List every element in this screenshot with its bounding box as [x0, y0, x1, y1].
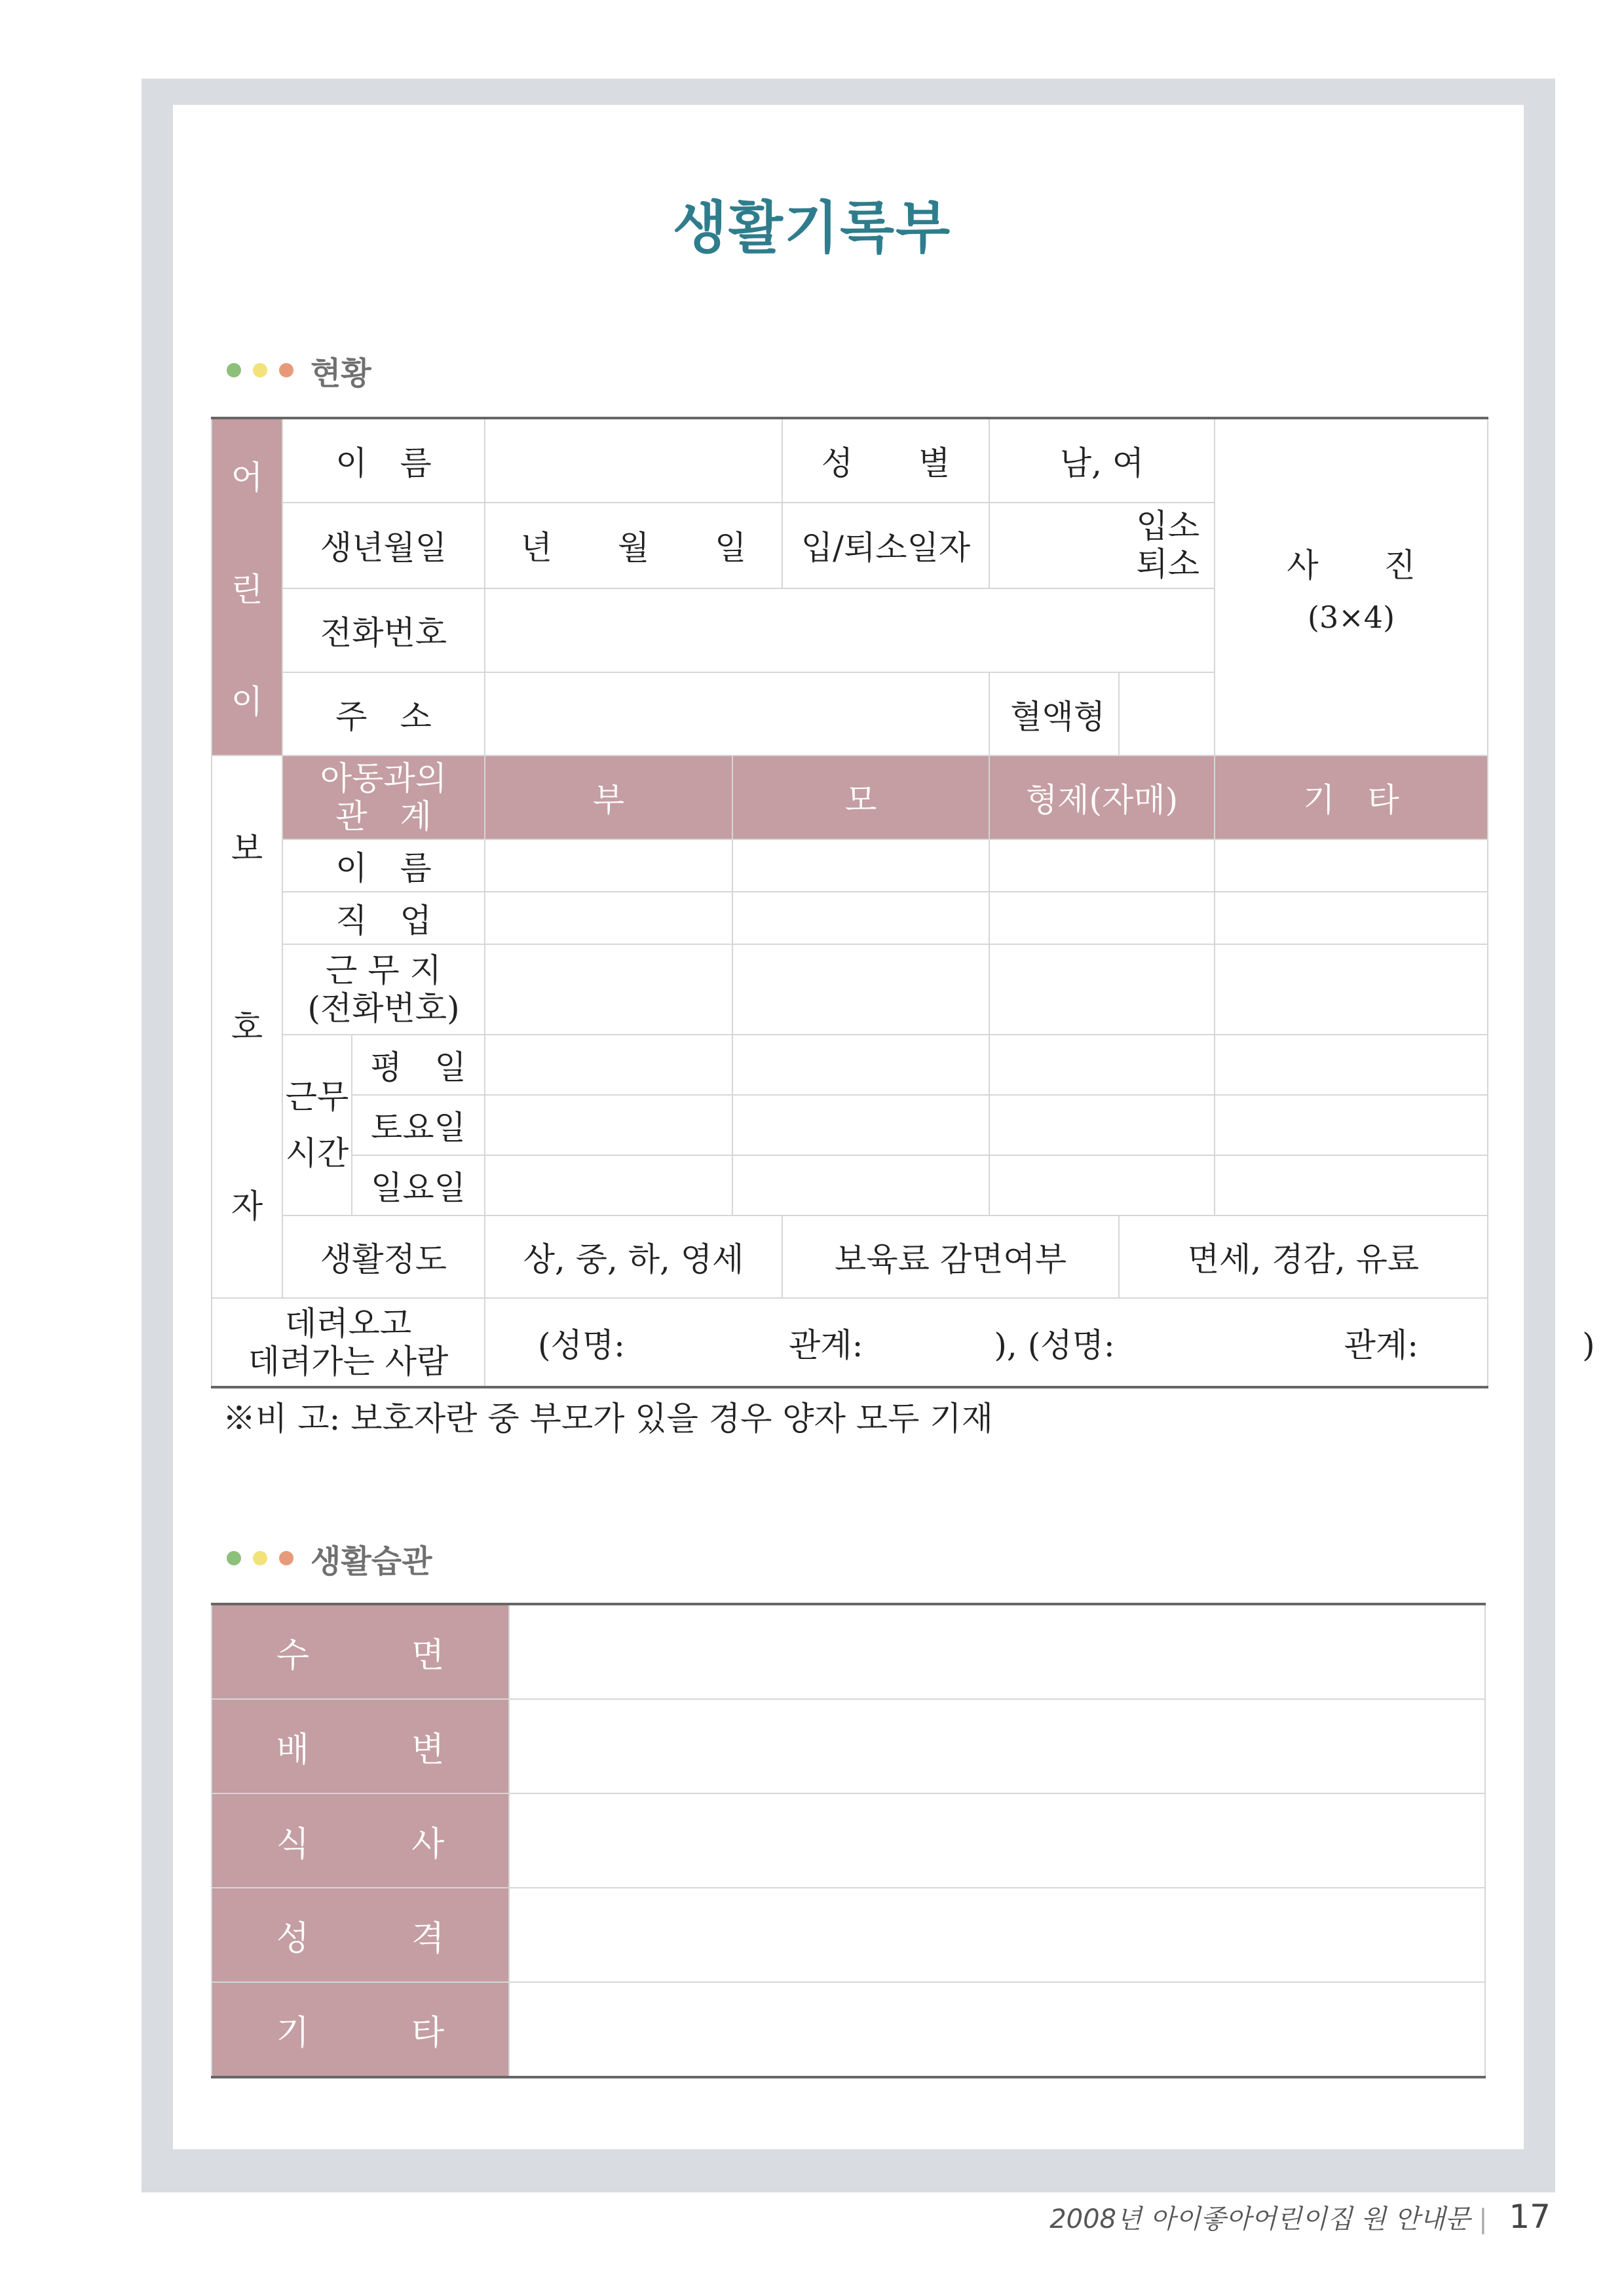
child-side-label: 어 린 이	[212, 418, 282, 756]
photo-size: (3×4)	[1308, 600, 1395, 635]
cell-input[interactable]	[1215, 1095, 1488, 1155]
cell-input[interactable]	[732, 892, 989, 944]
pickup-value[interactable]	[485, 1298, 1595, 1387]
fee-label: 보육료 감면여부	[782, 1215, 1119, 1298]
habit-meal-input[interactable]	[509, 1793, 1485, 1888]
gender-label: 성 별	[782, 418, 989, 503]
cell-input[interactable]	[732, 1035, 989, 1095]
guardian-side-label: 보 호 자	[212, 756, 282, 1298]
page-title: 생활기록부	[672, 195, 952, 261]
cell-input[interactable]	[485, 1035, 732, 1095]
cell-input[interactable]	[989, 892, 1215, 944]
yellow-dot-icon	[253, 1551, 267, 1565]
photo-box[interactable]	[1215, 418, 1488, 756]
cell-input[interactable]	[1215, 892, 1488, 944]
cell-input[interactable]	[989, 1035, 1215, 1095]
cell-input[interactable]	[732, 1155, 989, 1215]
cell-input[interactable]	[485, 944, 732, 1035]
cell-input[interactable]	[1215, 839, 1488, 892]
inout-value[interactable]	[989, 503, 1215, 588]
sunday-label: 일요일	[352, 1155, 485, 1215]
footer-text: 2008년 아이좋아어린이집 원 안내문	[1049, 2204, 1471, 2234]
address-input[interactable]	[485, 672, 989, 756]
cell-input[interactable]	[989, 839, 1215, 892]
orange-dot-icon	[279, 1551, 293, 1565]
child-name-label: 이 름	[282, 418, 485, 503]
footer	[1049, 2198, 1551, 2236]
habit-meal-label: 식 사	[212, 1793, 509, 1888]
cell-input[interactable]	[1215, 1035, 1488, 1095]
yellow-dot-icon	[253, 363, 267, 377]
living-value[interactable]: 상, 중, 하, 영세	[485, 1215, 782, 1298]
cell-input[interactable]	[732, 1095, 989, 1155]
inout-label: 입/퇴소일자	[782, 503, 989, 588]
weekday-label: 평 일	[352, 1035, 485, 1095]
cell-input[interactable]	[989, 1155, 1215, 1215]
section-header-status	[227, 344, 371, 396]
cell-input[interactable]	[1215, 944, 1488, 1035]
pickup-label: 데려오고 데려가는 사람	[212, 1298, 485, 1387]
address-label: 주 소	[282, 672, 485, 756]
column-sibling: 형제(자매)	[989, 756, 1215, 839]
column-father: 부	[485, 756, 732, 839]
blood-input[interactable]	[1119, 672, 1215, 756]
status-table	[211, 417, 1595, 1388]
cell-input[interactable]	[989, 944, 1215, 1035]
out-label: 퇴소	[1136, 545, 1200, 584]
habit-other-label: 기 타	[212, 1982, 509, 2077]
guardian-name-label: 이 름	[282, 839, 485, 892]
habit-toilet-input[interactable]	[509, 1699, 1485, 1793]
birth-value[interactable]: 년 월 일	[485, 503, 782, 588]
cell-input[interactable]	[485, 1095, 732, 1155]
saturday-label: 토요일	[352, 1095, 485, 1155]
birth-label: 생년월일	[282, 503, 485, 588]
cell-input[interactable]	[1215, 1155, 1488, 1215]
section-title: 현황	[311, 354, 371, 392]
habit-sleep-input[interactable]	[509, 1604, 1485, 1699]
habit-sleep-label: 수 면	[212, 1604, 509, 1699]
habit-other-input[interactable]	[509, 1982, 1485, 2077]
footer-divider: |	[1479, 2204, 1488, 2234]
relation-header: 아동과의 관 계	[282, 756, 485, 839]
habit-personality-input[interactable]	[509, 1888, 1485, 1982]
living-label: 생활정도	[282, 1215, 485, 1298]
cell-input[interactable]	[989, 1095, 1215, 1155]
fee-value[interactable]: 면세, 경감, 유료	[1119, 1215, 1488, 1298]
worktime-label: 근무 시간	[282, 1035, 352, 1215]
phone-label: 전화번호	[282, 588, 485, 673]
phone-input[interactable]	[485, 588, 1215, 673]
cell-input[interactable]	[732, 944, 989, 1035]
cell-input[interactable]	[732, 839, 989, 892]
cell-input[interactable]	[485, 839, 732, 892]
habit-personality-label: 성 격	[212, 1888, 509, 1982]
job-label: 직 업	[282, 892, 485, 944]
column-other: 기 타	[1215, 756, 1488, 839]
column-mother: 모	[732, 756, 989, 839]
photo-label: 사 진	[1287, 546, 1416, 584]
in-label: 입소	[1136, 507, 1200, 546]
workplace-label: 근 무 지 (전화번호)	[282, 944, 485, 1035]
habits-table	[211, 1603, 1486, 2078]
gender-value[interactable]: 남, 여	[989, 418, 1215, 503]
note-text: ※비 고: 보호자란 중 부모가 있을 경우 양자 모두 기재	[223, 1400, 993, 1438]
pickup-value-2: (성명: 관계: )	[1027, 1326, 1595, 1364]
blood-label: 혈액형	[989, 672, 1119, 756]
page-number: 17	[1509, 2198, 1551, 2236]
orange-dot-icon	[279, 363, 293, 377]
green-dot-icon	[227, 363, 241, 377]
green-dot-icon	[227, 1551, 241, 1565]
cell-input[interactable]	[485, 892, 732, 944]
section-title: 생활습관	[311, 1542, 432, 1580]
pickup-value-1: (성명: 관계: ),	[538, 1326, 1017, 1364]
section-header-habits	[227, 1532, 432, 1584]
cell-input[interactable]	[485, 1155, 732, 1215]
habit-toilet-label: 배 변	[212, 1699, 509, 1793]
child-name-input[interactable]	[485, 418, 782, 503]
